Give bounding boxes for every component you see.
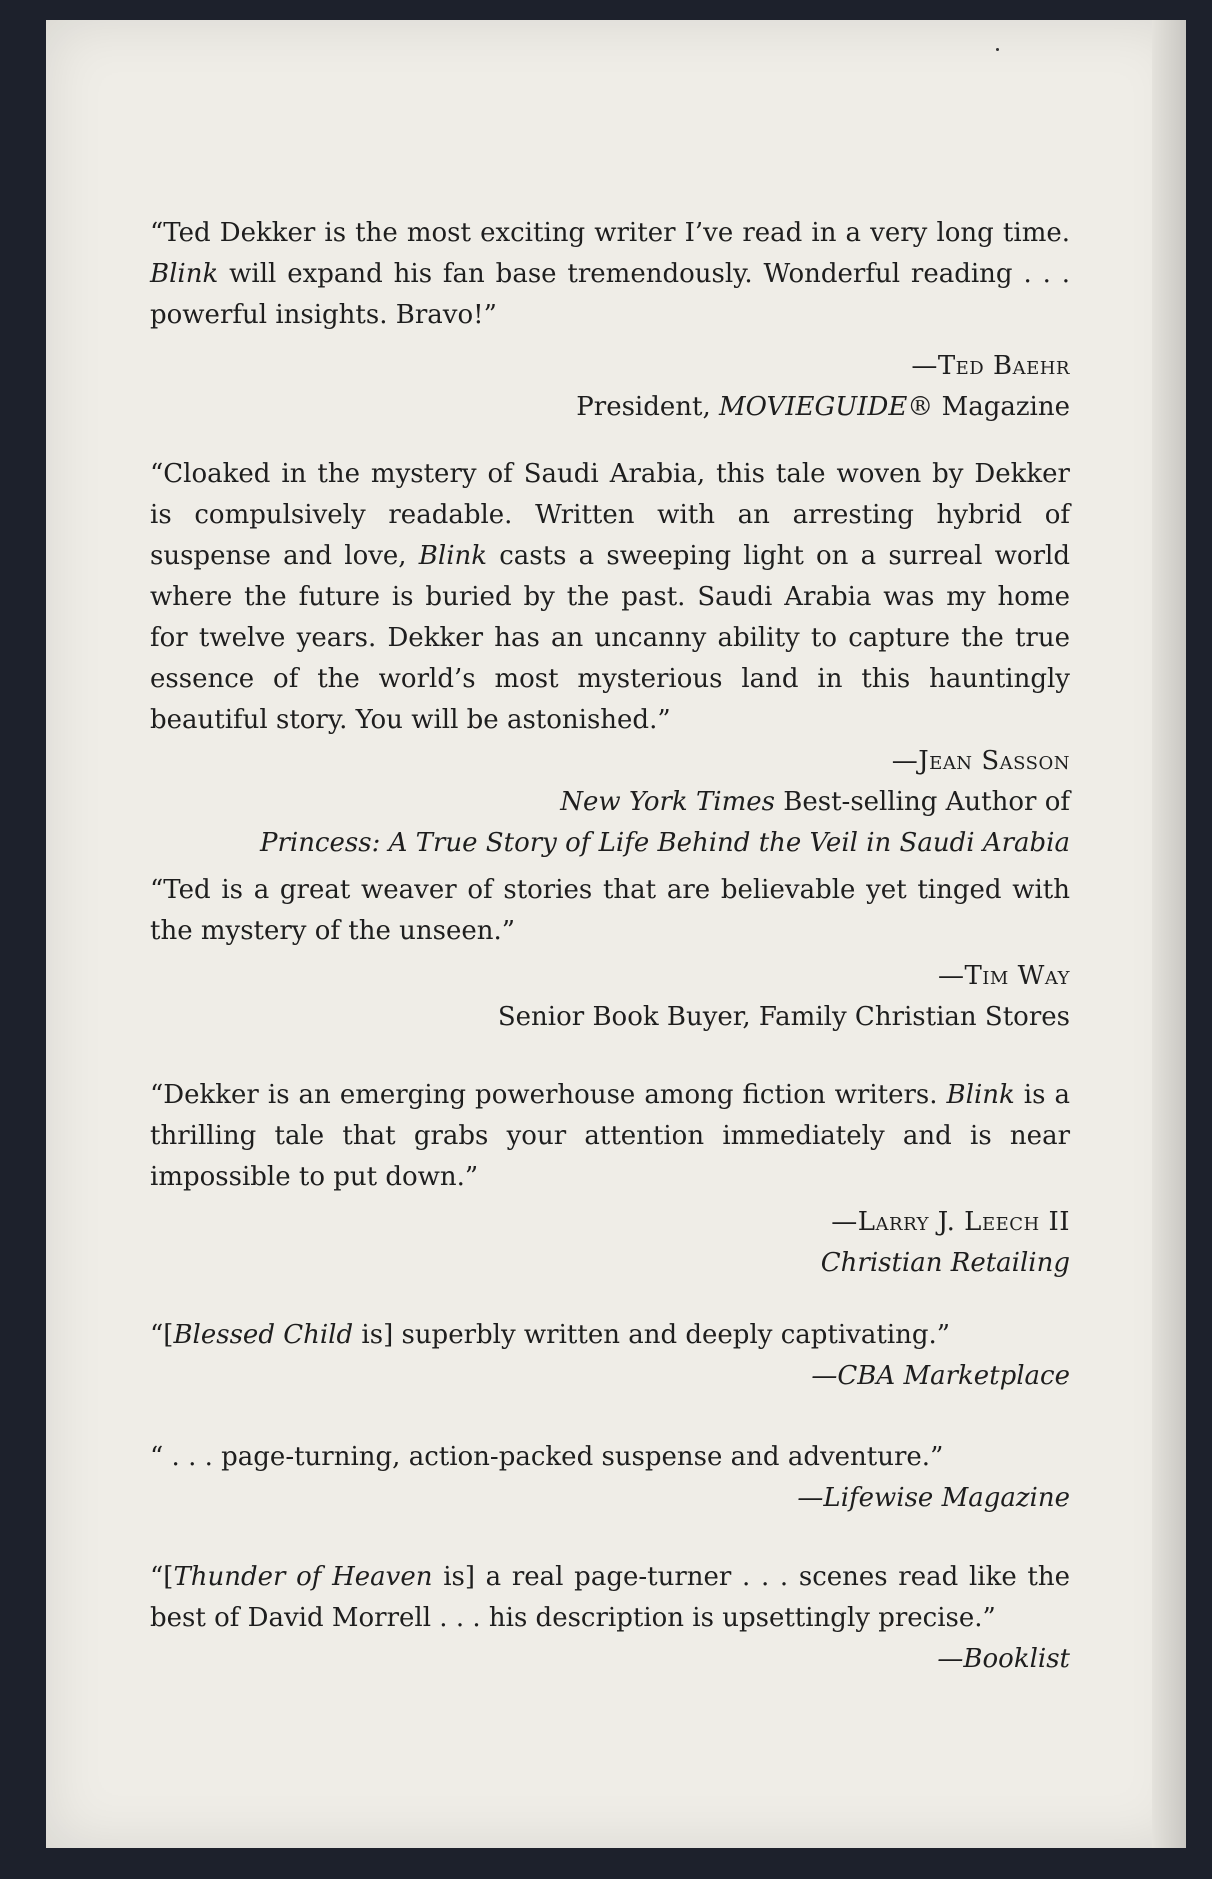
- blurb-quote: “ . . . page-turning, action-packed suspense and adventure.”: [150, 1442, 944, 1472]
- blurb-larry-leech: [150, 1075, 1070, 1284]
- quote-text: “Cloaked in the mystery of Saudi Arabia, this tale woven by Dekker is compulsively readable. Written with an arresting hybrid of suspense and love,: [150, 459, 1070, 571]
- blurb-cba-marketplace: [150, 1315, 1070, 1397]
- blurb-tim-way: [150, 870, 1070, 1038]
- quote-text: is] a real page-turner . . . scenes read like the best of David Morrell . . . his description is upsettingly precise.”: [150, 1562, 1070, 1633]
- quote-text: “Ted Dekker is the most exciting writer I’ve read in a very long time.: [150, 218, 1070, 248]
- blurb-author-title: Christian Retailing: [820, 1248, 1070, 1278]
- blurb-booklist: [150, 1557, 1070, 1680]
- page-edge-shadow: [1152, 20, 1186, 1848]
- title-text: Magazine: [933, 392, 1070, 422]
- blurb-author-title: Senior Book Buyer, Family Christian Stores: [497, 1002, 1070, 1032]
- blurb-source: —CBA Marketplace: [811, 1361, 1070, 1391]
- blurb-author-book: Princess: A True Story of Life Behind the Veil in Saudi Arabia: [259, 828, 1070, 858]
- quote-text: is a thrilling tale that grabs your attention immediately and is near impossible to put down.”: [150, 1080, 1070, 1192]
- blurb-author-title: [150, 782, 1070, 823]
- publication-name: MOVIEGUIDE®: [719, 392, 934, 422]
- blurb-author: —Tim Way: [937, 961, 1070, 991]
- blurb-quote: [150, 454, 1070, 741]
- blurb-author: —Jean Sasson: [891, 746, 1070, 776]
- book-title: Blessed Child: [173, 1320, 354, 1350]
- blurb-quote: “Ted is a great weaver of stories that are believable yet tinged with the mystery of the unseen.”: [150, 875, 1070, 946]
- dust-speck: [996, 48, 999, 51]
- blurb-ted-baehr: [150, 213, 1070, 428]
- quote-text: “[: [150, 1562, 174, 1592]
- quote-text: casts a sweeping light on a surreal world where the future is buried by the past. Saudi Arabia was my home for twelve years. Dekker has an uncanny ability to capture the true essence of the world’s most mysterious land in this hauntingly beautiful story. You will be astonished.”: [150, 541, 1070, 735]
- quote-text: is] superbly written and deeply captivating.”: [353, 1320, 951, 1350]
- blurb-author: —Ted Baehr: [911, 351, 1070, 381]
- publication-name: New York Times: [560, 787, 775, 817]
- title-text: Best-selling Author of: [774, 787, 1070, 817]
- blurb-quote: [150, 213, 1070, 336]
- blurb-author-title: [150, 387, 1070, 428]
- title-text: President,: [576, 392, 720, 422]
- blurb-lifewise: [150, 1437, 1070, 1519]
- quote-text: will expand his fan base tremendously. Wonderful reading . . . powerful insights. Bravo!”: [150, 259, 1070, 330]
- blurb-quote: [150, 1557, 1070, 1639]
- blurb-author: —Larry J. Leech II: [831, 1207, 1070, 1237]
- book-title: Blink: [946, 1080, 1015, 1110]
- quote-text: “Dekker is an emerging powerhouse among fiction writers.: [150, 1080, 947, 1110]
- quote-text: “[: [150, 1320, 174, 1350]
- blurb-quote: [150, 1075, 1070, 1198]
- book-title: Blink: [418, 541, 488, 571]
- blurb-quote: [150, 1315, 1070, 1356]
- blurb-source: —Lifewise Magazine: [797, 1483, 1070, 1513]
- book-title: Blink: [150, 259, 219, 289]
- blurb-jean-sasson: [150, 454, 1070, 864]
- blurb-source: —Booklist: [937, 1644, 1070, 1674]
- book-title: Thunder of Heaven: [173, 1562, 433, 1592]
